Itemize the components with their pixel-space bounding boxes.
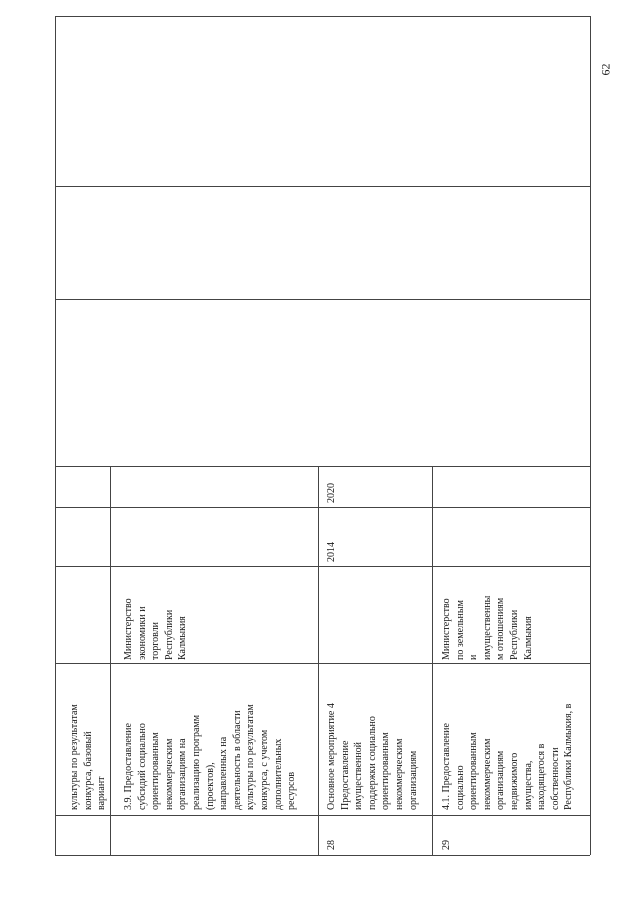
table-rule-col6 [55, 663, 590, 664]
row-border-cont [110, 466, 111, 855]
cell-name-3-9: 3.9. Предоставление субсидий социально ориентированным некоммерческим организациям на реализацию программ (проектов), направленных на деятельность в области культуры по результатам конкурса, с учетом дополнительных ресурсов [123, 704, 298, 810]
cell-end-28: 2020 [326, 483, 337, 503]
table-rule-col7 [55, 815, 590, 816]
table-rule-col2 [55, 299, 590, 300]
table-rule-col3 [55, 466, 590, 467]
table-border-top [55, 16, 590, 17]
cell-num-29: 29 [441, 840, 452, 850]
page-number: 62 [598, 63, 613, 76]
row-border-left [55, 16, 56, 855]
table-rule-col5 [55, 566, 590, 567]
cell-name-28: Основное мероприятие 4 Предоставление имущественной поддержки социально ориентированным некоммерческим организациям [326, 703, 419, 810]
cell-num-28: 28 [326, 840, 337, 850]
cell-executor-29: Министерство по земельным и имущественны м отношениям Республики Калмыкия [441, 595, 534, 660]
cell-start-28: 2014 [326, 542, 337, 562]
table-border-bottom [55, 855, 590, 856]
table-rule-col4 [55, 507, 590, 508]
row-border-right [590, 16, 591, 855]
row-border-28 [432, 466, 433, 855]
cell-executor-3-9: Министерство экономики и торговли Республики Калмыкия [123, 598, 189, 660]
row-border-3-9 [318, 466, 319, 855]
table-rule-col1 [55, 186, 590, 187]
cell-name-29: 4.1. Предоставление социально ориентированным некоммерческим организациям недвижимого имущества, находящегося в собственности Республики Калмыкия, в [441, 703, 575, 810]
cell-name-cont: культуры по результатам конкурса, базовый вариант [69, 704, 108, 810]
